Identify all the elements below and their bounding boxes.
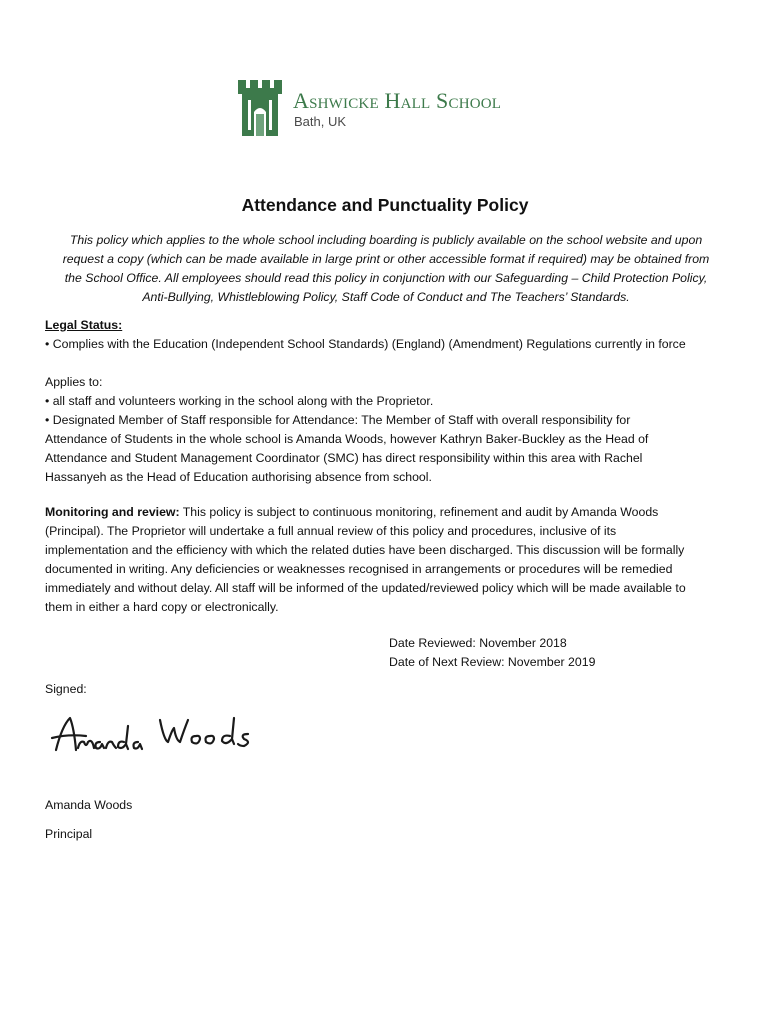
signed-label: Signed: — [45, 682, 87, 696]
applies-to-line: Hassanyeh as the Head of Education authorising absence from school. — [45, 470, 432, 484]
page-title: Attendance and Punctuality Policy — [241, 195, 529, 215]
monitoring-line: documented in writing. Any deficiencies or weaknesses recognised in arrangements or procedures will be remedied — [45, 562, 673, 576]
monitoring-line: (Principal). The Proprietor will undertake a full annual review of this policy and procedures, inclusive of its — [45, 524, 617, 538]
applies-to-heading: Applies to: — [45, 375, 103, 389]
intro-line: request a copy (which can be made available in large print or other accessible format if required) may be obtained from — [62, 252, 710, 266]
school-location: Bath, UK — [294, 114, 347, 129]
monitoring-line: them in either a hard copy or electronically. — [45, 600, 279, 614]
signatory-name: Amanda Woods — [45, 798, 133, 812]
applies-to-line: • all staff and volunteers working in the school along with the Proprietor. — [45, 394, 434, 408]
date-reviewed: Date Reviewed: November 2018 — [389, 636, 567, 650]
monitoring-heading: Monitoring and review: — [45, 505, 180, 519]
applies-to-section — [45, 373, 735, 487]
legal-status-bullet: • Complies with the Education (Independent School Standards) (England) (Amendment) Regulations currently in force — [45, 337, 686, 351]
handwritten-signature — [48, 706, 263, 768]
applies-to-line: Attendance and Student Management Coordinator (SMC) has direct responsibility within this area with Rachel — [45, 451, 643, 465]
applies-to-line: Attendance of Students in the whole school is Amanda Woods, however Kathryn Baker-Buckley as the Head of — [45, 432, 649, 446]
legal-status-section — [45, 316, 735, 354]
school-logo — [236, 80, 546, 140]
legal-status-heading: Legal Status: — [45, 318, 123, 332]
monitoring-section — [45, 503, 735, 617]
castle-tower-icon — [236, 80, 284, 136]
signatory-role: Principal — [45, 827, 93, 841]
next-review-date: Date of Next Review: November 2019 — [389, 655, 596, 669]
intro-line: This policy which applies to the whole school including boarding is publicly available on the school website and upon — [69, 233, 703, 247]
applies-to-line: • Designated Member of Staff responsible for Attendance: The Member of Staff with overall responsibility for — [45, 413, 631, 427]
intro-line: the School Office. All employees should read this policy in conjunction with our Safeguarding – Child Protection Policy, — [64, 271, 708, 285]
intro-paragraph — [44, 231, 728, 307]
intro-line: Anti-Bullying, Whistleblowing Policy, Staff Code of Conduct and The Teachers’ Standards. — [142, 290, 630, 304]
review-dates — [389, 634, 595, 672]
monitoring-first-line: This policy is subject to continuous monitoring, refinement and audit by Amanda Woods — [179, 505, 659, 519]
school-name: Ashwicke Hall School — [293, 88, 502, 113]
monitoring-line: implementation and the efficiency with which the related duties have been discharged. This discussion will be formally — [45, 543, 685, 557]
monitoring-line: immediately and without delay. All staff will be informed of the updated/reviewed policy which will be made available to — [45, 581, 686, 595]
